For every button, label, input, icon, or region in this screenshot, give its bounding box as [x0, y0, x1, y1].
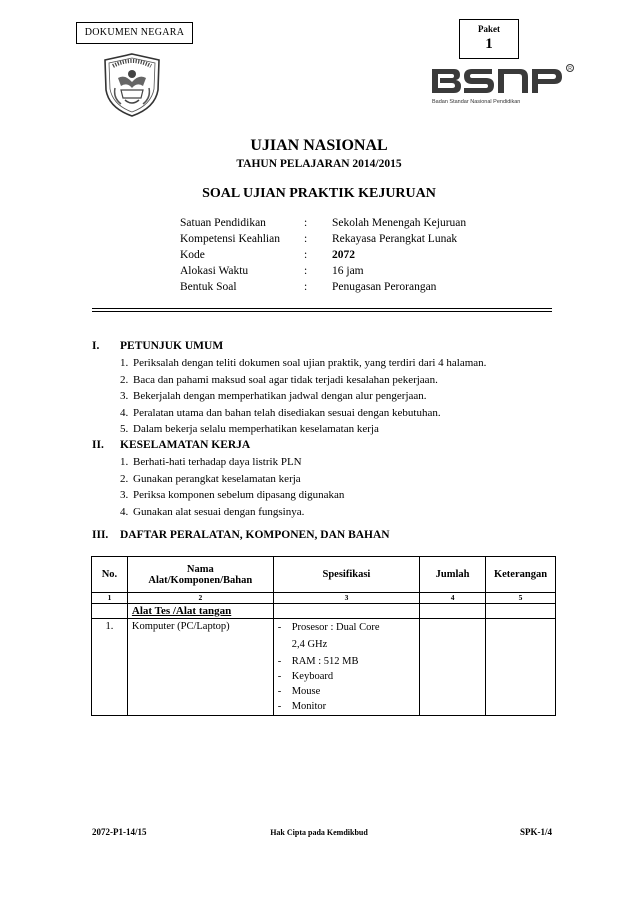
- list-item: [120, 388, 486, 405]
- item-text: Berhati-hati terhadap daya listrik PLN: [133, 456, 302, 468]
- header-nama: [127, 557, 273, 593]
- item-number: 3.: [120, 390, 129, 402]
- item-text: Peralatan utama dan bahan telah disediakan sesuai dengan kebutuhan.: [133, 406, 441, 419]
- colnum-cell: 5: [486, 593, 556, 604]
- item-text: Dalam bekerja selalu memperhatikan keselamatan kerja: [133, 423, 379, 435]
- info-colon: :: [304, 249, 308, 261]
- exam-info: [180, 215, 532, 295]
- info-key: Kompetensi Keahlian: [180, 233, 280, 245]
- spec-line: [278, 635, 415, 654]
- equipment-table: [91, 556, 556, 716]
- header-jumlah: Jumlah: [420, 557, 486, 593]
- row-jumlah: [420, 619, 486, 716]
- info-value: 2072: [332, 249, 355, 261]
- item-text: Periksalah dengan teliti dokumen soal ujian praktik, yang terdiri dari 4 halaman.: [133, 357, 487, 369]
- info-key: Satuan Pendidikan: [180, 217, 266, 229]
- header-no: No.: [92, 557, 128, 593]
- spec-line: [278, 669, 415, 684]
- spec-text: 2,4 GHz: [291, 639, 328, 650]
- list-item: [120, 454, 344, 471]
- table-row: [92, 619, 556, 716]
- section-petunjuk-umum: [92, 338, 486, 438]
- spec-dash: -: [277, 686, 282, 697]
- spec-line: [278, 684, 415, 699]
- divider-line: [92, 308, 552, 309]
- info-colon: :: [304, 281, 308, 293]
- info-colon: :: [304, 233, 308, 245]
- exam-year: TAHUN PELAJARAN 2014/2015: [236, 158, 402, 170]
- spec-line: [278, 654, 415, 669]
- spec-dash: -: [277, 671, 282, 682]
- item-text: Gunakan alat sesuai dengan fungsinya.: [133, 505, 305, 518]
- item-text: Periksa komponen sebelum dipasang digunakan: [133, 489, 345, 501]
- dokumen-negara-box: DOKUMEN NEGARA: [76, 22, 193, 44]
- section-items: [120, 355, 486, 438]
- header-nama-line2: Alat/Komponen/Bahan: [148, 574, 253, 586]
- row-spesifikasi: [273, 619, 419, 716]
- list-item: [120, 504, 344, 521]
- info-value: Penugasan Perorangan: [332, 281, 437, 293]
- bsnp-wordmark-icon: [430, 62, 580, 96]
- section-items: [120, 454, 344, 520]
- item-number: 2.: [120, 373, 129, 386]
- header-keterangan: Keterangan: [486, 557, 556, 593]
- section-heading: [92, 437, 344, 454]
- item-number: 5.: [120, 423, 129, 435]
- section-roman: I.: [92, 340, 100, 352]
- exam-subject: SOAL UJIAN PRAKTIK KEJURUAN: [202, 186, 436, 201]
- table-header-row: [92, 557, 556, 593]
- category-label: Alat Tes /Alat tangan: [131, 605, 232, 617]
- spec-dash: [278, 635, 292, 654]
- footer-page: SPK-1/4: [519, 827, 552, 837]
- item-text: Gunakan perangkat keselamatan kerja: [133, 472, 301, 485]
- item-number: 1.: [120, 456, 129, 468]
- list-item: [120, 421, 486, 438]
- category-cell: [127, 604, 273, 619]
- info-colon: :: [304, 217, 308, 229]
- section-roman: II.: [92, 439, 104, 451]
- svg-text:R: R: [568, 66, 572, 72]
- list-item: [120, 487, 344, 504]
- list-item: [120, 405, 486, 422]
- row-nama: Komputer (PC/Laptop): [127, 619, 273, 716]
- colnum-cell: 3: [273, 593, 419, 604]
- item-number: 2.: [120, 472, 129, 485]
- spec-text: Prosesor : Dual Core: [291, 622, 380, 633]
- footer-copyright: Hak Cipta pada Kemdikbud: [270, 828, 368, 837]
- item-number: 1.: [120, 357, 129, 369]
- colnum-cell: 2: [127, 593, 273, 604]
- tut-wuri-handayani-logo-icon: [101, 52, 163, 118]
- list-item: [120, 372, 486, 389]
- list-item: [120, 471, 344, 488]
- info-row: [180, 279, 532, 295]
- table-cell: [420, 604, 486, 619]
- item-number: 3.: [120, 489, 129, 501]
- paket-label: Paket: [478, 24, 500, 34]
- section-daftar-peralatan: [92, 527, 390, 544]
- spec-line: [278, 699, 415, 714]
- item-text: Baca dan pahami maksud soal agar tidak terjadi kesalahan pekerjaan.: [133, 373, 438, 386]
- table-cell: [486, 604, 556, 619]
- table-cell: [92, 604, 128, 619]
- info-key: Kode: [180, 249, 205, 261]
- bsnp-logo: [430, 62, 580, 108]
- section-roman: III.: [92, 529, 109, 541]
- row-no: 1.: [92, 619, 128, 716]
- spec-text: Monitor: [291, 701, 327, 712]
- spec-dash: -: [277, 701, 282, 712]
- colnum-cell: 1: [92, 593, 128, 604]
- info-value: 16 jam: [332, 265, 364, 277]
- list-item: [120, 355, 486, 372]
- spec-text: Mouse: [291, 686, 321, 697]
- info-value: Rekayasa Perangkat Lunak: [332, 233, 458, 245]
- spec-dash: -: [277, 622, 282, 633]
- exam-title: UJIAN NASIONAL: [250, 137, 388, 154]
- bsnp-subtitle: Badan Standar Nasional Pendidikan: [432, 99, 521, 105]
- footer-code: 2072-P1-14/15: [92, 827, 147, 837]
- header-spesifikasi: Spesifikasi: [273, 557, 419, 593]
- item-number: 4.: [120, 505, 129, 518]
- item-text: Bekerjalah dengan memperhatikan jadwal dengan alur pengerjaan.: [133, 390, 427, 402]
- section-title: KESELAMATAN KERJA: [120, 439, 251, 451]
- spec-text: RAM : 512 MB: [291, 656, 359, 667]
- table-category-row: [92, 604, 556, 619]
- colnum-cell: 4: [420, 593, 486, 604]
- info-row: [180, 231, 532, 247]
- section-keselamatan-kerja: [92, 437, 344, 520]
- section-title: PETUNJUK UMUM: [120, 340, 224, 352]
- spec-dash: -: [277, 656, 282, 667]
- paket-box: [459, 19, 519, 59]
- divider-line: [92, 311, 552, 312]
- paket-number: 1: [485, 36, 493, 52]
- info-key: Alokasi Waktu: [180, 265, 249, 277]
- info-value: Sekolah Menengah Kejuruan: [332, 217, 467, 229]
- item-number: 4.: [120, 406, 129, 419]
- section-title: DAFTAR PERALATAN, KOMPONEN, DAN BAHAN: [120, 529, 390, 541]
- info-colon: :: [304, 265, 308, 277]
- spec-line: [278, 620, 415, 635]
- info-row: [180, 215, 532, 231]
- row-keterangan: [486, 619, 556, 716]
- spec-text: Keyboard: [291, 671, 334, 682]
- section-heading: [92, 338, 486, 355]
- info-row: [180, 263, 532, 279]
- section-heading: [92, 527, 390, 544]
- table-cell: [273, 604, 419, 619]
- info-key: Bentuk Soal: [180, 281, 237, 293]
- info-row: [180, 247, 532, 263]
- header-nama-line1: Nama: [186, 563, 214, 575]
- table-colnum-row: [92, 593, 556, 604]
